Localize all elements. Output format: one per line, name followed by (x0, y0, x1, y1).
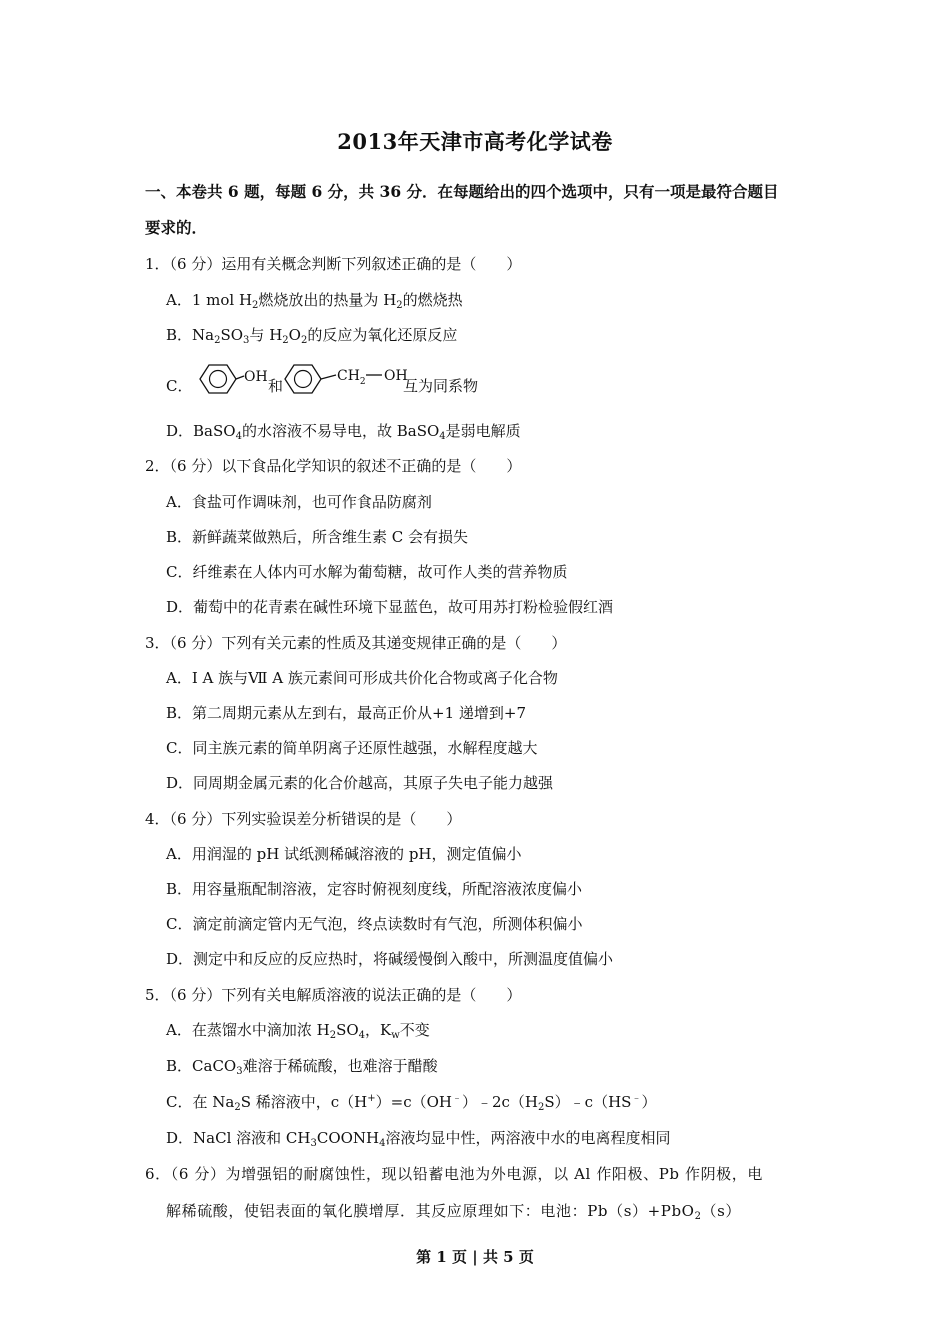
question-1-option-a: A．1 mol $H_2$燃烧放出的热量为 $H_2$的燃烧热 (166, 291, 463, 311)
alcohol-oh-label: OH (384, 368, 408, 384)
aromatic-circle-1 (210, 371, 227, 388)
question-6-stem-line1: 6．（6 分）为增强铝的耐腐蚀性，现以铅蓄电池为外电源，以 Al 作阳极、Pb 作阴极，电 (145, 1165, 763, 1183)
question-1-option-d: D．BaSO$_4$的水溶液不易导电，故 BaSO$_4$是弱电解质 (166, 422, 521, 442)
phenol-oh-label: OH (244, 369, 268, 385)
question-4-stem: 4．（6 分）下列实验误差分析错误的是（ ） (145, 810, 462, 828)
bond-ring-ch2 (321, 375, 336, 379)
question-4-option-d: D．测定中和反应的反应热时，将碱缓慢倒入酸中，所测温度值偏小 (166, 950, 614, 968)
question-5-stem: 5．（6 分）下列有关电解质溶液的说法正确的是（ ） (145, 986, 522, 1004)
question-1-option-b: B．$Na_2SO_3$与 $H_2O_2$的反应为氧化还原反应 (166, 326, 458, 346)
question-5-option-b: B．CaCO$_3$难溶于稀硫酸，也难溶于醋酸 (166, 1057, 438, 1077)
question-2-option-a: A．食盐可作调味剂，也可作食品防腐剂 (166, 493, 432, 511)
bond-ring-oh (236, 376, 244, 379)
question-6-stem-line2: 解稀硫酸，使铝表面的氧化膜增厚．其反应原理如下：电池：Pb（s）+PbO$_2$（s） (166, 1202, 742, 1222)
question-3-option-d: D．同周期金属元素的化合价越高，其原子失电子能力越强 (166, 774, 554, 792)
benzene-ring-1 (200, 365, 236, 393)
question-3-option-b: B．第二周期元素从左到右，最高正价从+1 递增到+7 (166, 704, 527, 722)
benzene-ring-2 (285, 365, 321, 393)
question-1-option-c-tail: 互为同系物 (403, 377, 479, 395)
page-title: 2013年天津市高考化学试卷 (337, 129, 613, 154)
question-2-stem: 2．（6 分）以下食品化学知识的叙述不正确的是（ ） (145, 457, 522, 475)
question-2-option-d: D．葡萄中的花青素在碱性环境下显蓝色，故可用苏打粉检验假红酒 (166, 598, 614, 616)
question-2-option-c: C．纤维素在人体内可水解为葡萄糖，故可作人类的营养物质 (166, 563, 568, 581)
page-footer: 第 1 页 | 共 5 页 (416, 1248, 534, 1266)
question-3-option-a: A．Ⅰ A 族与Ⅶ A 族元素间可形成共价化合物或离子化合物 (166, 669, 558, 687)
section-heading (145, 174, 815, 246)
question-2-option-b: B．新鲜蔬菜做熟后，所含维生素 C 会有损失 (166, 528, 469, 546)
phenol-structure (192, 360, 268, 398)
question-5-option-a: A．在蒸馏水中滴加浓 $H_2SO_4$，$K_w$不变 (166, 1021, 430, 1041)
question-1-option-c-and: 和 (268, 377, 284, 395)
question-4-option-c: C．滴定前滴定管内无气泡，终点读数时有气泡，所测体积偏小 (166, 915, 583, 933)
question-3-option-c: C．同主族元素的简单阴离子还原性越强，水解程度越大 (166, 739, 538, 757)
question-3-stem: 3．（6 分）下列有关元素的性质及其递变规律正确的是（ ） (145, 634, 567, 652)
question-4-option-a: A．用润湿的 pH 试纸测稀碱溶液的 pH，测定值偏小 (166, 845, 522, 863)
question-4-option-b: B．用容量瓶配制溶液，定容时俯视刻度线，所配溶液浓度偏小 (166, 880, 583, 898)
question-5-option-d: D．NaCl 溶液和 $CH_3COONH_4$溶液均显中性，两溶液中水的电离程度相同 (166, 1129, 671, 1149)
question-5-option-c: C．在 $Na_2S$ 稀溶液中，$c(H^+)=c(OH^﹣)﹣2c(H_2S)﹣c(HS^﹣)$ (166, 1093, 657, 1113)
question-1-stem: 1．（6 分）运用有关概念判断下列叙述正确的是（ ） (145, 255, 522, 273)
question-1-option-c: C． (166, 377, 193, 395)
aromatic-circle-2 (295, 371, 312, 388)
section-heading-line2: 要求的． (145, 218, 208, 237)
section-heading-line1: 一、本卷共 6 题，每题 6 分，共 36 分．在每题给出的四个选项中，只有一项是最符合题目 (145, 182, 779, 201)
ch2-label: $CH_2$ (337, 368, 366, 387)
benzyl-alcohol-structure (282, 360, 422, 398)
